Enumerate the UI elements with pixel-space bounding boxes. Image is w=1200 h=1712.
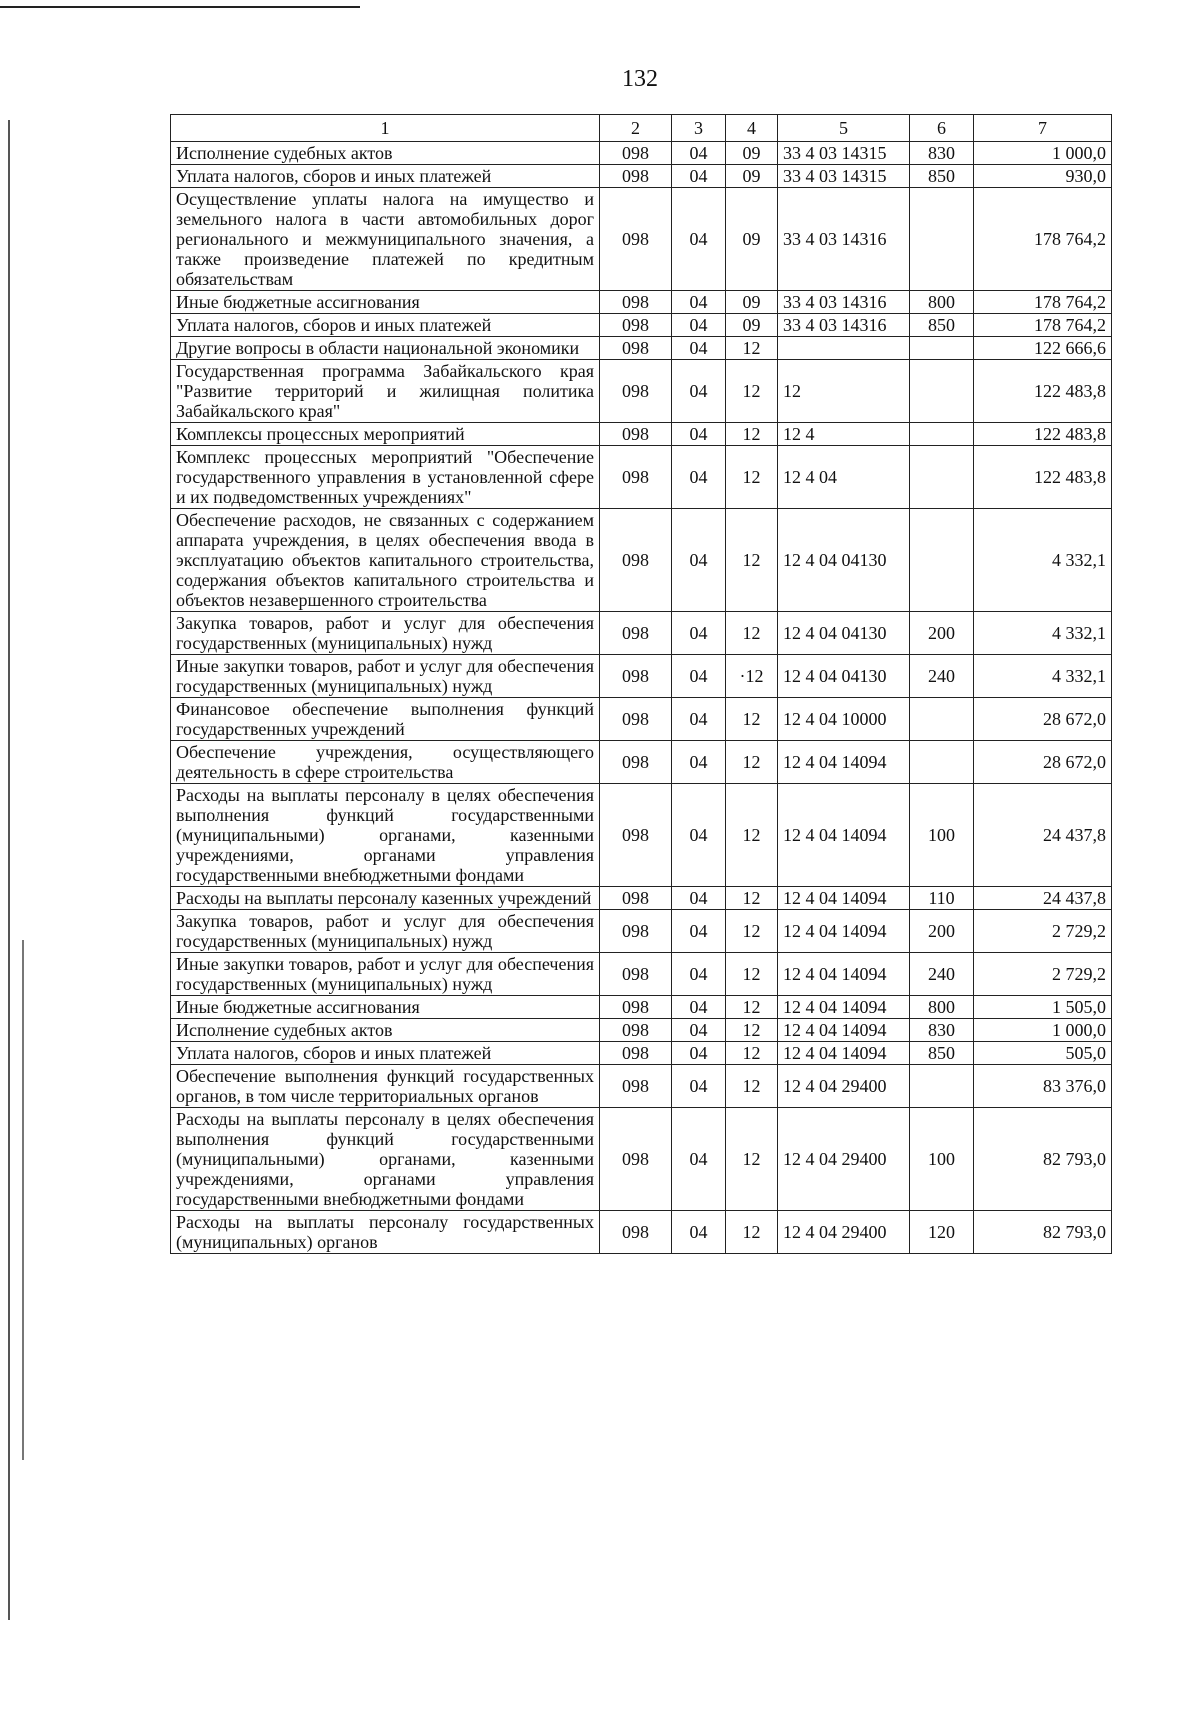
- row-target-code-cell: 12 4 04 04130: [778, 612, 910, 655]
- row-expense-type-cell: 110: [910, 887, 974, 910]
- row-amount-cell: 178 764,2: [974, 314, 1112, 337]
- row-amount-cell: 122 666,6: [974, 337, 1112, 360]
- row-subsection-cell: 12: [726, 887, 778, 910]
- row-ved-cell: 098: [600, 741, 672, 784]
- row-target-code-cell: 33 4 03 14316: [778, 314, 910, 337]
- header-cell: 5: [778, 115, 910, 142]
- row-ved-cell: 098: [600, 1042, 672, 1065]
- row-ved-cell: 098: [600, 698, 672, 741]
- scan-edge-left-inner: [22, 940, 24, 1460]
- row-ved-cell: 098: [600, 612, 672, 655]
- row-ved-cell: 098: [600, 360, 672, 423]
- row-name-cell: Государственная программа Забайкальского края "Развитие территорий и жилищная политика Забайкальского края": [171, 360, 600, 423]
- table-row: [171, 1019, 1112, 1042]
- row-name-cell: Другие вопросы в области национальной экономики: [171, 337, 600, 360]
- row-subsection-cell: 12: [726, 741, 778, 784]
- row-name-cell: Комплекс процессных мероприятий "Обеспечение государственного управления в установленной сфере и их подведомственных учреждениях": [171, 446, 600, 509]
- row-amount-cell: 83 376,0: [974, 1065, 1112, 1108]
- row-amount-cell: 122 483,8: [974, 446, 1112, 509]
- row-subsection-cell: 12: [726, 910, 778, 953]
- row-amount-cell: 122 483,8: [974, 423, 1112, 446]
- row-expense-type-cell: [910, 360, 974, 423]
- row-ved-cell: 098: [600, 509, 672, 612]
- row-expense-type-cell: 800: [910, 996, 974, 1019]
- table-row: [171, 314, 1112, 337]
- row-section-cell: 04: [672, 423, 726, 446]
- row-section-cell: 04: [672, 910, 726, 953]
- row-subsection-cell: 12: [726, 337, 778, 360]
- row-ved-cell: 098: [600, 314, 672, 337]
- row-ved-cell: 098: [600, 423, 672, 446]
- row-expense-type-cell: 100: [910, 784, 974, 887]
- row-section-cell: 04: [672, 655, 726, 698]
- row-amount-cell: 178 764,2: [974, 291, 1112, 314]
- row-subsection-cell: 12: [726, 509, 778, 612]
- row-name-cell: Иные закупки товаров, работ и услуг для обеспечения государственных (муниципальных) нужд: [171, 953, 600, 996]
- page-number: 132: [622, 66, 658, 92]
- row-section-cell: 04: [672, 784, 726, 887]
- budget-table: [170, 114, 1112, 1254]
- row-ved-cell: 098: [600, 1211, 672, 1254]
- header-cell: 2: [600, 115, 672, 142]
- row-name-cell: Расходы на выплаты персоналу государственных (муниципальных) органов: [171, 1211, 600, 1254]
- row-name-cell: Иные бюджетные ассигнования: [171, 996, 600, 1019]
- table-row: [171, 423, 1112, 446]
- row-amount-cell: 1 000,0: [974, 1019, 1112, 1042]
- row-subsection-cell: 12: [726, 698, 778, 741]
- row-subsection-cell: 09: [726, 314, 778, 337]
- row-name-cell: Закупка товаров, работ и услуг для обеспечения государственных (муниципальных) нужд: [171, 612, 600, 655]
- row-amount-cell: 82 793,0: [974, 1211, 1112, 1254]
- row-section-cell: 04: [672, 360, 726, 423]
- row-subsection-cell: 12: [726, 423, 778, 446]
- row-subsection-cell: 12: [726, 1042, 778, 1065]
- row-expense-type-cell: 240: [910, 655, 974, 698]
- row-section-cell: 04: [672, 698, 726, 741]
- row-amount-cell: 28 672,0: [974, 741, 1112, 784]
- row-section-cell: 04: [672, 446, 726, 509]
- table-row: [171, 784, 1112, 887]
- row-section-cell: 04: [672, 165, 726, 188]
- row-target-code-cell: 12 4 04 14094: [778, 910, 910, 953]
- row-subsection-cell: 12: [726, 1108, 778, 1211]
- row-amount-cell: 930,0: [974, 165, 1112, 188]
- scan-edge-top: [0, 6, 360, 8]
- row-section-cell: 04: [672, 314, 726, 337]
- row-name-cell: Осуществление уплаты налога на имущество и земельного налога в части автомобильных дорог регионального и межмуниципального значения, а также произведение платежей по кредитным обязательствам: [171, 188, 600, 291]
- row-ved-cell: 098: [600, 337, 672, 360]
- row-expense-type-cell: [910, 698, 974, 741]
- header-cell: 7: [974, 115, 1112, 142]
- header-cell: 4: [726, 115, 778, 142]
- table-row: [171, 165, 1112, 188]
- row-subsection-cell: 09: [726, 142, 778, 165]
- row-target-code-cell: 33 4 03 14316: [778, 188, 910, 291]
- row-target-code-cell: 12 4 04 14094: [778, 887, 910, 910]
- row-subsection-cell: ·12: [726, 655, 778, 698]
- row-amount-cell: 4 332,1: [974, 612, 1112, 655]
- header-cell: 1: [171, 115, 600, 142]
- row-expense-type-cell: 850: [910, 1042, 974, 1065]
- row-name-cell: Расходы на выплаты персоналу в целях обеспечения выполнения функций государственными (муниципальными) органами, казенными учреждениями, органами управления государственными внебюджетными фондами: [171, 784, 600, 887]
- row-ved-cell: 098: [600, 446, 672, 509]
- header-cell: 6: [910, 115, 974, 142]
- row-section-cell: 04: [672, 509, 726, 612]
- row-name-cell: Расходы на выплаты персоналу в целях обеспечения выполнения функций государственными (муниципальными) органами, казенными учреждениями, органами управления государственными внебюджетными фондами: [171, 1108, 600, 1211]
- row-expense-type-cell: 830: [910, 1019, 974, 1042]
- table-row: [171, 188, 1112, 291]
- row-expense-type-cell: 850: [910, 314, 974, 337]
- row-target-code-cell: [778, 337, 910, 360]
- row-target-code-cell: 12 4 04: [778, 446, 910, 509]
- row-section-cell: 04: [672, 953, 726, 996]
- row-subsection-cell: 12: [726, 360, 778, 423]
- row-target-code-cell: 12 4 04 14094: [778, 1019, 910, 1042]
- header-cell: 3: [672, 115, 726, 142]
- row-subsection-cell: 12: [726, 996, 778, 1019]
- row-section-cell: 04: [672, 291, 726, 314]
- row-expense-type-cell: 800: [910, 291, 974, 314]
- row-expense-type-cell: 120: [910, 1211, 974, 1254]
- table-row: [171, 1065, 1112, 1108]
- row-target-code-cell: 12 4 04 14094: [778, 1042, 910, 1065]
- table-row: [171, 612, 1112, 655]
- row-target-code-cell: 12 4 04 10000: [778, 698, 910, 741]
- table-row: [171, 337, 1112, 360]
- row-amount-cell: 2 729,2: [974, 953, 1112, 996]
- row-amount-cell: 505,0: [974, 1042, 1112, 1065]
- table-row: [171, 446, 1112, 509]
- row-amount-cell: 1 000,0: [974, 142, 1112, 165]
- row-subsection-cell: 09: [726, 165, 778, 188]
- row-expense-type-cell: 200: [910, 910, 974, 953]
- table-row: [171, 887, 1112, 910]
- row-expense-type-cell: [910, 1065, 974, 1108]
- row-section-cell: 04: [672, 188, 726, 291]
- row-subsection-cell: 09: [726, 291, 778, 314]
- row-ved-cell: 098: [600, 142, 672, 165]
- row-expense-type-cell: 850: [910, 165, 974, 188]
- row-amount-cell: 122 483,8: [974, 360, 1112, 423]
- row-target-code-cell: 12: [778, 360, 910, 423]
- row-target-code-cell: 12 4: [778, 423, 910, 446]
- row-amount-cell: 178 764,2: [974, 188, 1112, 291]
- row-name-cell: Уплата налогов, сборов и иных платежей: [171, 314, 600, 337]
- row-expense-type-cell: [910, 509, 974, 612]
- row-ved-cell: 098: [600, 887, 672, 910]
- row-name-cell: Обеспечение учреждения, осуществляющего деятельность в сфере строительства: [171, 741, 600, 784]
- table-row: [171, 1211, 1112, 1254]
- row-subsection-cell: 12: [726, 1065, 778, 1108]
- table-row: [171, 142, 1112, 165]
- row-ved-cell: 098: [600, 996, 672, 1019]
- row-target-code-cell: 12 4 04 14094: [778, 996, 910, 1019]
- scan-edge-left: [8, 120, 10, 1620]
- table-header-row: [171, 115, 1112, 142]
- row-ved-cell: 098: [600, 784, 672, 887]
- table-row: [171, 741, 1112, 784]
- row-section-cell: 04: [672, 612, 726, 655]
- row-name-cell: Уплата налогов, сборов и иных платежей: [171, 165, 600, 188]
- row-amount-cell: 24 437,8: [974, 887, 1112, 910]
- row-name-cell: Иные бюджетные ассигнования: [171, 291, 600, 314]
- row-target-code-cell: 12 4 04 29400: [778, 1211, 910, 1254]
- row-subsection-cell: 12: [726, 1211, 778, 1254]
- row-amount-cell: 4 332,1: [974, 655, 1112, 698]
- row-ved-cell: 098: [600, 910, 672, 953]
- row-name-cell: Обеспечение расходов, не связанных с содержанием аппарата учреждения, в целях обеспечения ввода в эксплуатацию объектов капитального строительства, содержания объектов капитального строительства и объектов незавершенного строительства: [171, 509, 600, 612]
- row-subsection-cell: 12: [726, 1019, 778, 1042]
- row-amount-cell: 4 332,1: [974, 509, 1112, 612]
- row-subsection-cell: 09: [726, 188, 778, 291]
- row-subsection-cell: 12: [726, 446, 778, 509]
- row-section-cell: 04: [672, 1108, 726, 1211]
- row-expense-type-cell: [910, 423, 974, 446]
- row-amount-cell: 24 437,8: [974, 784, 1112, 887]
- row-section-cell: 04: [672, 1042, 726, 1065]
- row-ved-cell: 098: [600, 953, 672, 996]
- table-row: [171, 509, 1112, 612]
- row-name-cell: Расходы на выплаты персоналу казенных учреждений: [171, 887, 600, 910]
- row-expense-type-cell: [910, 188, 974, 291]
- row-section-cell: 04: [672, 1019, 726, 1042]
- row-target-code-cell: 12 4 04 04130: [778, 509, 910, 612]
- table-row: [171, 1042, 1112, 1065]
- row-expense-type-cell: [910, 446, 974, 509]
- row-target-code-cell: 12 4 04 14094: [778, 741, 910, 784]
- row-name-cell: Исполнение судебных актов: [171, 142, 600, 165]
- row-ved-cell: 098: [600, 1019, 672, 1042]
- row-expense-type-cell: 100: [910, 1108, 974, 1211]
- row-expense-type-cell: [910, 337, 974, 360]
- row-name-cell: Уплата налогов, сборов и иных платежей: [171, 1042, 600, 1065]
- row-section-cell: 04: [672, 741, 726, 784]
- row-ved-cell: 098: [600, 188, 672, 291]
- row-name-cell: Закупка товаров, работ и услуг для обеспечения государственных (муниципальных) нужд: [171, 910, 600, 953]
- table-row: [171, 1108, 1112, 1211]
- table-row: [171, 655, 1112, 698]
- row-target-code-cell: 12 4 04 29400: [778, 1108, 910, 1211]
- row-expense-type-cell: 830: [910, 142, 974, 165]
- table-row: [171, 698, 1112, 741]
- row-name-cell: Исполнение судебных актов: [171, 1019, 600, 1042]
- row-section-cell: 04: [672, 996, 726, 1019]
- row-target-code-cell: 12 4 04 14094: [778, 784, 910, 887]
- row-name-cell: Иные закупки товаров, работ и услуг для обеспечения государственных (муниципальных) нужд: [171, 655, 600, 698]
- row-section-cell: 04: [672, 142, 726, 165]
- row-section-cell: 04: [672, 1211, 726, 1254]
- row-section-cell: 04: [672, 1065, 726, 1108]
- row-section-cell: 04: [672, 887, 726, 910]
- table-row: [171, 291, 1112, 314]
- table-row: [171, 953, 1112, 996]
- row-ved-cell: 098: [600, 165, 672, 188]
- row-name-cell: Финансовое обеспечение выполнения функций государственных учреждений: [171, 698, 600, 741]
- row-target-code-cell: 33 4 03 14315: [778, 142, 910, 165]
- row-name-cell: Обеспечение выполнения функций государственных органов, в том числе территориальных органов: [171, 1065, 600, 1108]
- row-name-cell: Комплексы процессных мероприятий: [171, 423, 600, 446]
- row-target-code-cell: 12 4 04 04130: [778, 655, 910, 698]
- row-subsection-cell: 12: [726, 784, 778, 887]
- row-ved-cell: 098: [600, 655, 672, 698]
- row-ved-cell: 098: [600, 1108, 672, 1211]
- row-target-code-cell: 33 4 03 14315: [778, 165, 910, 188]
- table-row: [171, 910, 1112, 953]
- row-amount-cell: 1 505,0: [974, 996, 1112, 1019]
- row-target-code-cell: 33 4 03 14316: [778, 291, 910, 314]
- table-row: [171, 360, 1112, 423]
- row-ved-cell: 098: [600, 291, 672, 314]
- row-ved-cell: 098: [600, 1065, 672, 1108]
- row-amount-cell: 28 672,0: [974, 698, 1112, 741]
- row-section-cell: 04: [672, 337, 726, 360]
- table-row: [171, 996, 1112, 1019]
- row-target-code-cell: 12 4 04 29400: [778, 1065, 910, 1108]
- row-expense-type-cell: 200: [910, 612, 974, 655]
- row-amount-cell: 2 729,2: [974, 910, 1112, 953]
- row-target-code-cell: 12 4 04 14094: [778, 953, 910, 996]
- row-subsection-cell: 12: [726, 612, 778, 655]
- row-expense-type-cell: 240: [910, 953, 974, 996]
- row-expense-type-cell: [910, 741, 974, 784]
- row-subsection-cell: 12: [726, 953, 778, 996]
- row-amount-cell: 82 793,0: [974, 1108, 1112, 1211]
